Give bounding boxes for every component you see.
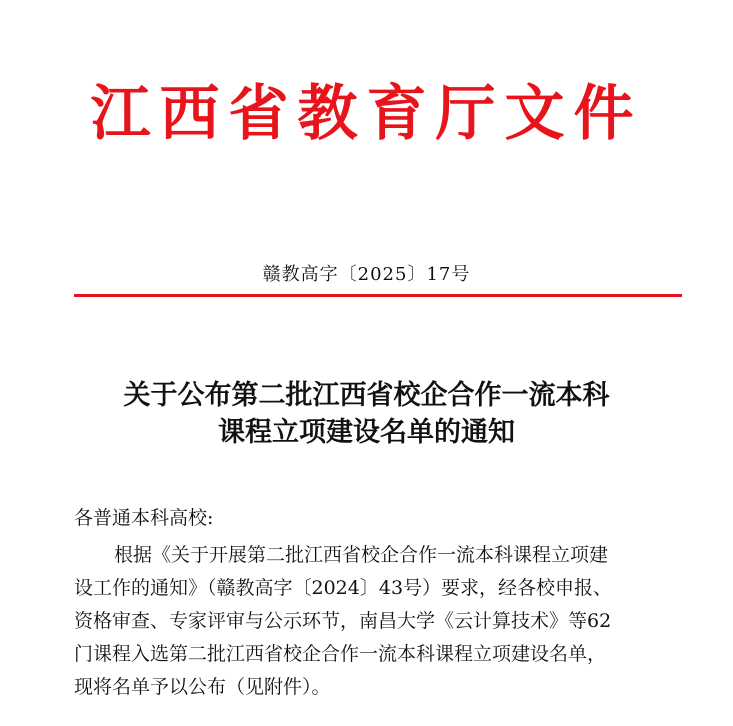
- paragraph-line: 现将名单予以公布（见附件）。: [74, 676, 331, 698]
- red-divider-line: [74, 294, 682, 297]
- notice-title-line-2: 课程立项建设名单的通知: [218, 417, 515, 448]
- body-paragraph: [74, 539, 684, 704]
- notice-title-line-1: 关于公布第二批江西省校企合作一流本科: [123, 380, 610, 411]
- paragraph-line: 根据《关于开展第二批江西省校企合作一流本科课程立项建: [114, 544, 609, 566]
- salutation: 各普通本科高校:: [74, 507, 214, 529]
- document-masthead: 江西省教育厅文件: [90, 79, 643, 149]
- paragraph-line: 门课程入选第二批江西省校企合作一流本科课程立项建设名单，: [74, 643, 607, 665]
- notice-title: [0, 377, 733, 451]
- paragraph-line: 资格审查、专家评审与公示环节，南昌大学《云计算技术》等62: [74, 610, 612, 632]
- document-number: 赣教高字〔2025〕17号: [262, 264, 471, 285]
- paragraph-line: 设工作的通知》（赣教高字〔2024〕43号）要求，经各校申报、: [74, 577, 613, 599]
